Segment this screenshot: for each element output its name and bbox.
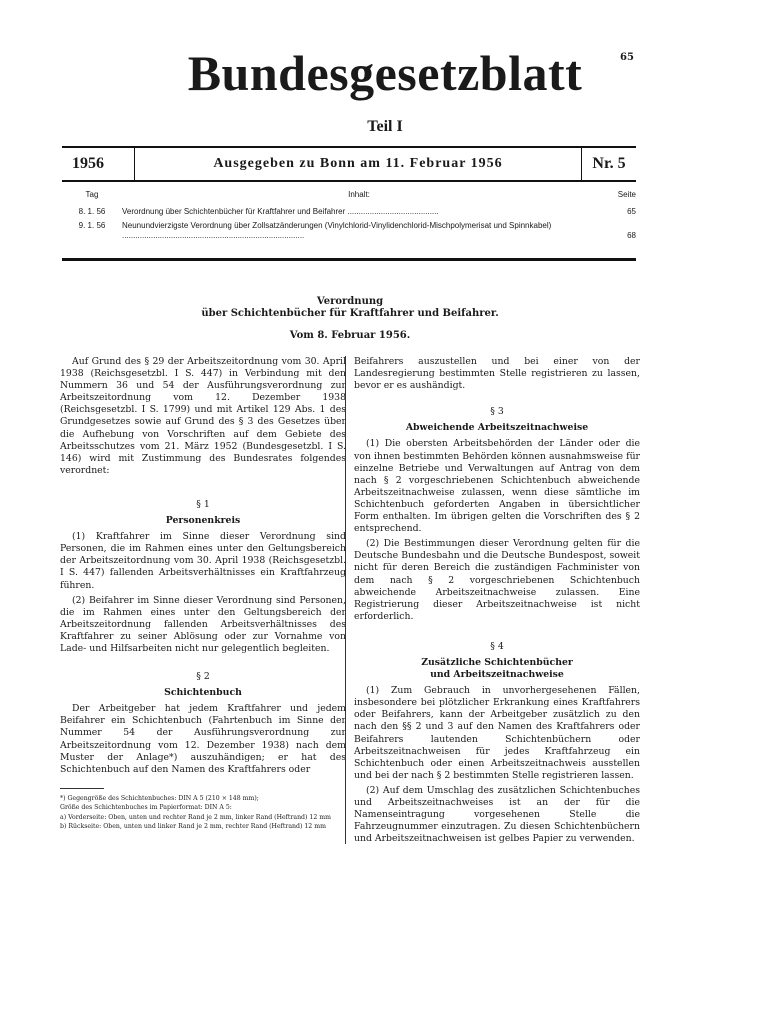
toc-col-page: Seite [617,190,636,199]
toc-row-page: 65 [627,207,636,216]
footnote: Größe des Schichtenbuches im Papierformat: DIN A 5: [60,804,232,812]
left-column [60,356,346,833]
preamble: Auf Grund des § 29 der Arbeitszeitordnung vom 30. April 1938 (Reichsgesetzbl. I S. 447) in Verbindung mit den Nummern 36 und 54 der Ausführungsverordnung zur Arbeitszeitordnung vom 12. Dezember 1938 (Reichsgesetzbl. I S. 1799) und mit Artikel 129 Abs. 1 des Grundgesetzes sowie auf Grund des § 3 des Gesetzes über die Aufhebung von Vorschriften auf dem Gebiete des Arbeitsschutzes vom 21. März 1952 (Bundesgesetzbl. I S. 146) wird mit Zustimmung des Bundesrates folgendes verordnet: [60,356,346,476]
regulation-title-line1: Verordnung [316,296,384,307]
issue-date: Ausgegeben zu Bonn am 11. Februar 1956 [213,156,503,171]
section-number: § 4 [490,640,504,652]
section-number: § 3 [490,406,504,418]
toc-row-page: 68 [627,231,636,240]
issue-year: 1956 [62,148,135,180]
right-column [354,356,640,848]
footnote: a) Vorderseite: Oben, unten und rechter Rand je 2 mm, linker Rand (Heftrand) 12 mm [60,813,331,821]
gazette-title: Bundesgesetzblatt [187,45,583,101]
footnotes [60,795,346,832]
table-of-contents [62,190,636,245]
page-number: 65 [620,52,634,63]
toc-row-title: Verordnung über Schichtenbücher für Kraftfahrer und Beifahrer ......................................... [122,207,439,216]
issue-number: Nr. 5 [581,148,636,180]
paragraph: Beifahrers auszustellen und bei einer von der Landesregierung bestimmten Stelle registrieren zu lassen, bevor er es aushändigt. [354,356,640,392]
issue-bar [62,146,636,182]
toc-row [62,207,636,217]
regulation-title-line2: über Schichtenbücher für Kraftfahrer und Beifahrer. [201,308,499,319]
toc-header [62,190,636,199]
paragraph: (2) Die Bestimmungen dieser Verordnung gelten für die Deutsche Bundesbahn und die Deutsche Bundespost, soweit nicht für deren Bereich die zuständigen Fachminister von dem nach § 2 vorgeschriebenen Schichtenbuch abweichende Arbeitszeitnachweise zulassen. Eine Registrierung dieser Arbeitszeitnachweise ist nicht erforderlich. [354,538,640,622]
toc-row-date: 8. 1. 56 [78,207,106,216]
toc-row-date: 9. 1. 56 [78,221,106,230]
regulation-title [60,296,640,320]
toc-col-contents: Inhalt: [348,190,370,199]
paragraph: (2) Beifahrer im Sinne dieser Verordnung sind Personen, die im Rahmen eines unter den Geltungsbereich der Arbeitszeitordnung fallenden Arbeitsverhältnisses des Kraftfahrer zu seiner Ablösung oder zur Vornahme von Lade- und Hilfsarbeiten nicht nur gelegentlich begleiten. [60,594,346,654]
paragraph: (1) Kraftfahrer im Sinne dieser Verordnung sind Personen, die im Rahmen eines unter den Geltungsbereich der Arbeitszeitordnung vom 30. April 1938 (Reichsgesetzbl. I S. 447) fallenden Arbeitsverhältnisses ein Kraftfahrzeug führen. [60,531,346,591]
gazette-part: Teil I [367,118,403,135]
paragraph: (1) Zum Gebrauch in unvorhergesehenen Fällen, insbesondere bei plötzlicher Erkrankung eines Kraftfahrers oder Beifahrers, kann der Arbeitgeber zusätzlich zu den nach den §§ 2 und 3 auf den Namen des Kraftfahrers oder Beifahrers lautenden Schichtenbüchern oder Arbeitszeitnachweisen für jedes Kraftfahrzeug ein Schichtenbuch oder einen Arbeitszeitnachweis ausstellen und bei der nach § 2 bestimmten Stelle registrieren lassen. [354,685,640,781]
section-heading: und Arbeitszeitnachweise [430,669,564,681]
paragraph: (1) Die obersten Arbeitsbehörden der Länder oder die von ihnen bestimmten Behörden können ausnahmsweise für einzelne Betriebe und Verwaltungen auf Antrag von dem nach § 2 vorgeschriebenen Schichtenbuch abweichende Arbeitszeitnachweise zulassen, wenn diese sämtliche im Schichtenbuch geforderten Angaben in übersichtlicher Form enthalten. Im übrigen gelten die Vorschriften des § 2 entsprechend. [354,438,640,535]
section-number: § 2 [196,671,210,683]
column-divider [345,356,346,844]
toc-divider [62,258,636,261]
footnote-rule [60,788,104,789]
toc-row [62,221,636,241]
footnote: *) Gegengröße des Schichtenbuches: DIN A 5 (210 × 148 mm); [60,794,259,802]
section-heading: Zusätzliche Schichtenbücher [421,656,573,668]
section-heading: Personenkreis [165,515,241,527]
footnote: b) Rückseite: Oben, unten und linker Rand je 2 mm, rechter Rand (Heftrand) 12 mm [60,823,326,831]
paragraph: (2) Auf dem Umschlag des zusätzlichen Schichtenbuches und Arbeitszeitnachweises ist an der für die Namenseintragung vorgesehenen Stelle die Fahrzeugnummer einzutragen. Zu diesen Schichtenbüchern und Arbeitszeitnachweisen ist gelbes Papier zu verwenden. [354,784,640,845]
section-heading: Schichtenbuch [164,687,242,699]
section-heading: Abweichende Arbeitszeitnachweise [405,422,589,434]
toc-col-date: Tag [85,190,99,199]
regulation-date: Vom 8. Februar 1956. [289,330,411,341]
section-number: § 1 [196,498,210,510]
toc-row-title: Neunundvierzigste Verordnung über Zollsatzänderungen (Vinylchlorid-Vinylidenchlorid-Mischpolymerisat und Spinnkabel) .................................................................................. [122,221,552,240]
paragraph: Der Arbeitgeber hat jedem Kraftfahrer und jedem Beifahrer ein Schichtenbuch (Fahrtenbuch im Sinne der Nummer 54 der Ausführungsverordnung zur Arbeitszeitordnung vom 12. Dezember 1938) nach dem Muster der Anlage*) auszuhändigen; er hat des Schichtenbuch auf den Namen des Kraftfahrers oder [60,703,346,775]
